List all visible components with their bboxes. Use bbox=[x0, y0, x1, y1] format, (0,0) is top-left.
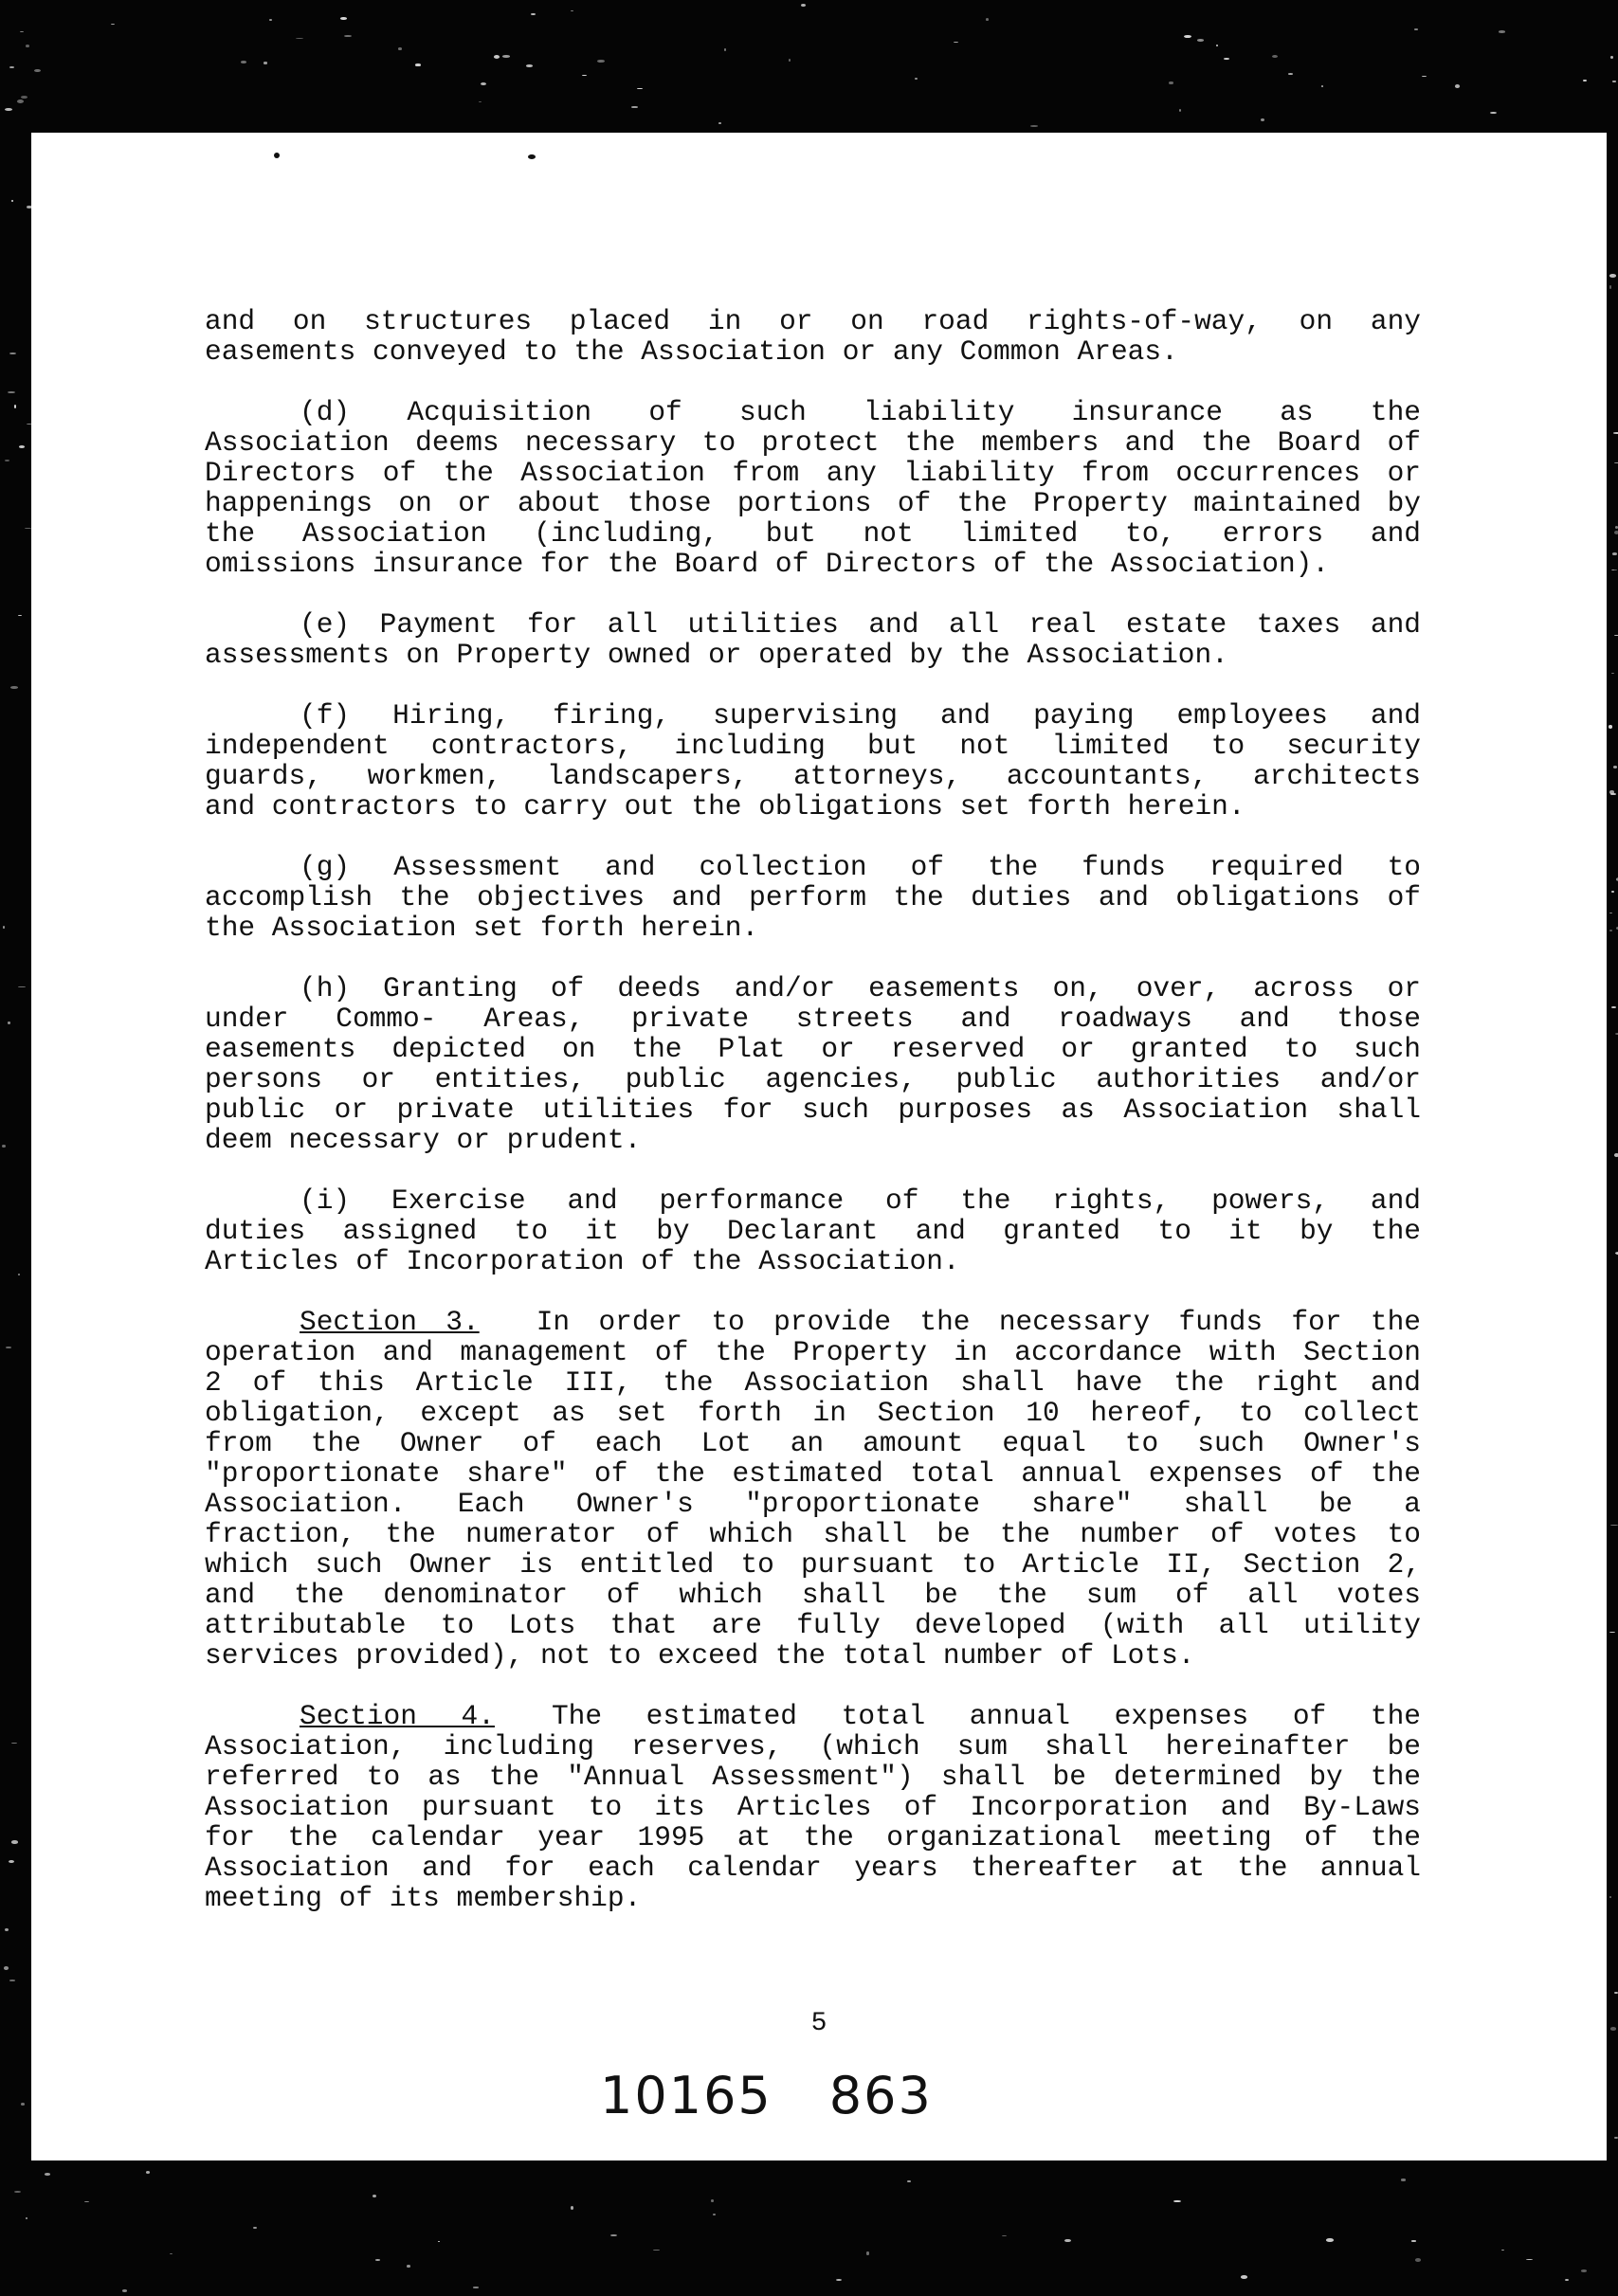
line-text: (h) Granting of deeds and/or easements on, over, across or bbox=[300, 972, 1421, 1004]
scan-speck bbox=[14, 2191, 21, 2193]
scan-speck bbox=[1609, 1632, 1615, 1633]
scan-speck bbox=[528, 154, 536, 159]
text-line bbox=[205, 1640, 1421, 1671]
line-text: persons or entities, public agencies, public authorities and/or bbox=[205, 1063, 1421, 1095]
scan-speck bbox=[571, 10, 573, 11]
scan-speck bbox=[25, 528, 31, 530]
scan-speck bbox=[1422, 76, 1426, 78]
scan-speck bbox=[8, 1021, 10, 1023]
text-line bbox=[205, 882, 1421, 913]
section-heading: Section 4. bbox=[300, 1700, 495, 1732]
scan-speck bbox=[1179, 109, 1181, 112]
text-line bbox=[205, 1428, 1421, 1458]
scan-speck bbox=[14, 405, 16, 408]
text-line bbox=[205, 1883, 1421, 1913]
scan-speck bbox=[111, 24, 115, 25]
line-text: Association. Each Owner's "proportionate share" shall be a bbox=[205, 1488, 1421, 1520]
scan-speck bbox=[1614, 1153, 1618, 1157]
scan-speck bbox=[866, 2251, 869, 2254]
scan-speck bbox=[1414, 28, 1418, 30]
scan-speck bbox=[1288, 73, 1294, 75]
line-text: (d) Acquisition of such liability insurance as the bbox=[300, 396, 1421, 428]
text-line bbox=[205, 458, 1421, 488]
line-text: meeting of its membership. bbox=[205, 1882, 642, 1914]
scan-speck bbox=[479, 101, 482, 102]
text-line bbox=[205, 1367, 1421, 1398]
text-line bbox=[205, 1216, 1421, 1246]
text-line bbox=[205, 731, 1421, 761]
paragraph-item-f bbox=[205, 700, 1421, 822]
scan-speck bbox=[1610, 793, 1616, 796]
scan-speck bbox=[1609, 274, 1616, 277]
line-text: referred to as the "Annual Assessment") shall be determined by the bbox=[205, 1761, 1421, 1793]
line-text: guards, workmen, landscapers, attorneys, accountants, architects bbox=[205, 760, 1421, 792]
line-text: from the Owner of each Lot an amount equal to such Owner's bbox=[205, 1427, 1421, 1459]
line-text: Association, including reserves, (which sum shall hereinafter be bbox=[205, 1730, 1421, 1763]
scan-speck bbox=[438, 2241, 440, 2243]
scan-speck bbox=[637, 88, 643, 90]
text-line bbox=[205, 852, 1421, 882]
scan-speck bbox=[571, 2206, 573, 2210]
line-text: under Commo- Areas, private streets and roadways and those bbox=[205, 1003, 1421, 1035]
text-line bbox=[205, 1064, 1421, 1094]
scan-speck bbox=[1609, 930, 1612, 931]
scan-speck bbox=[1611, 1006, 1616, 1008]
scan-speck bbox=[631, 106, 637, 109]
scan-speck bbox=[9, 1980, 14, 1981]
scan-speck bbox=[1490, 112, 1497, 114]
scan-speck bbox=[1581, 2269, 1587, 2272]
text-line bbox=[205, 1610, 1421, 1640]
scan-speck bbox=[915, 78, 918, 80]
text-line bbox=[205, 1701, 1421, 1731]
scan-speck bbox=[241, 61, 246, 63]
scan-speck bbox=[1611, 673, 1614, 674]
scan-speck bbox=[1609, 1896, 1611, 1898]
scan-speck bbox=[19, 445, 26, 448]
scan-speck bbox=[502, 55, 509, 58]
text-line bbox=[205, 1731, 1421, 1762]
scan-speck bbox=[1173, 2200, 1181, 2202]
scan-speck bbox=[1526, 2259, 1534, 2260]
scan-speck bbox=[264, 62, 267, 63]
scan-speck bbox=[18, 986, 26, 988]
text-line bbox=[205, 1853, 1421, 1883]
recording-stamp bbox=[600, 2066, 990, 2125]
scan-speck bbox=[713, 2214, 716, 2215]
scan-speck bbox=[1326, 2238, 1334, 2242]
text-line bbox=[205, 518, 1421, 549]
text-line bbox=[205, 1762, 1421, 1792]
line-text: for the calendar year 1995 at the organizational meeting of the bbox=[205, 1821, 1421, 1853]
scan-speck bbox=[375, 2259, 380, 2261]
line-text: Association deems necessary to protect the members and the Board of bbox=[205, 426, 1421, 459]
page-number: 5 bbox=[810, 2009, 827, 2038]
text-line bbox=[205, 609, 1421, 640]
scan-speck bbox=[122, 2289, 127, 2292]
scan-speck bbox=[1614, 462, 1618, 463]
scan-speck bbox=[1611, 891, 1614, 893]
scan-speck bbox=[1612, 552, 1617, 555]
scan-speck bbox=[801, 4, 806, 7]
scan-speck bbox=[344, 35, 352, 37]
text-line bbox=[205, 1458, 1421, 1489]
paragraph-item-h bbox=[205, 973, 1421, 1155]
scan-speck bbox=[1499, 30, 1505, 32]
scan-speck bbox=[1030, 125, 1038, 127]
scan-speck bbox=[4, 1966, 9, 1969]
scan-speck bbox=[407, 2265, 410, 2268]
scan-speck bbox=[1197, 39, 1204, 42]
line-text: attributable to Lots that are fully developed (with all utility bbox=[205, 1609, 1421, 1641]
scan-speck bbox=[21, 2103, 25, 2106]
line-text: (i) Exercise and performance of the rights, powers, and bbox=[300, 1184, 1421, 1217]
text-line bbox=[205, 1489, 1421, 1519]
scan-speck bbox=[253, 2227, 257, 2229]
line-text: Articles of Incorporation of the Association. bbox=[205, 1245, 960, 1277]
scan-speck bbox=[1224, 58, 1229, 60]
page-reference: 863 bbox=[828, 2066, 933, 2125]
scan-speck bbox=[1610, 2027, 1616, 2030]
line-text: assessments on Property owned or operated by the Association. bbox=[205, 639, 1228, 671]
text-line bbox=[205, 397, 1421, 427]
paragraph-item-e bbox=[205, 609, 1421, 670]
text-line bbox=[205, 1822, 1421, 1853]
book-number: 10165 bbox=[600, 2066, 773, 2125]
text-line bbox=[205, 700, 1421, 731]
scan-speck bbox=[1614, 531, 1618, 534]
text-line bbox=[205, 973, 1421, 1003]
scan-speck bbox=[269, 19, 272, 21]
scan-speck bbox=[20, 31, 23, 32]
text-line bbox=[205, 1398, 1421, 1428]
line-text: operation and management of the Property in accordance with Section bbox=[205, 1336, 1421, 1368]
line-text: which such Owner is entitled to pursuant to Article II, Section 2, bbox=[205, 1548, 1421, 1581]
scan-speck bbox=[1612, 569, 1617, 570]
scan-speck bbox=[146, 2171, 150, 2174]
line-text: omissions insurance for the Board of Directors of the Association). bbox=[205, 548, 1330, 580]
scan-speck bbox=[986, 18, 990, 21]
line-text: (e) Payment for all utilities and all real estate taxes and bbox=[300, 608, 1421, 641]
text-line bbox=[205, 1549, 1421, 1580]
scan-speck bbox=[653, 2250, 660, 2251]
scan-speck bbox=[9, 66, 14, 68]
text-line bbox=[205, 1094, 1421, 1125]
scan-speck bbox=[1401, 2178, 1406, 2180]
line-text: easements depicted on the Plat or reserved or granted to such bbox=[205, 1033, 1421, 1065]
scan-speck bbox=[340, 17, 346, 20]
text-line bbox=[205, 1003, 1421, 1034]
scan-speck bbox=[11, 1743, 17, 1744]
scan-speck bbox=[1613, 766, 1617, 768]
scan-speck bbox=[481, 82, 486, 85]
line-text: public or private utilities for such purposes as Association shall bbox=[205, 1094, 1421, 1126]
scan-speck bbox=[1501, 2250, 1503, 2251]
scan-speck bbox=[1272, 55, 1278, 58]
text-line bbox=[205, 427, 1421, 458]
scan-speck bbox=[8, 391, 15, 393]
line-text: (g) Assessment and collection of the funds required to bbox=[300, 851, 1421, 883]
scan-speck bbox=[5, 1928, 9, 1931]
scan-speck bbox=[1610, 1525, 1618, 1526]
text-line bbox=[205, 336, 1421, 367]
line-text: the Association set forth herein. bbox=[205, 912, 759, 944]
scan-speck bbox=[5, 108, 12, 112]
scan-speck bbox=[1184, 35, 1191, 38]
line-text: and the denominator of which shall be the sum of all votes bbox=[205, 1579, 1421, 1611]
line-text: "proportionate share" of the estimated total annual expenses of the bbox=[205, 1457, 1421, 1490]
paragraph-continuation bbox=[205, 306, 1421, 367]
scan-speck bbox=[1241, 2275, 1248, 2279]
text-line bbox=[205, 1034, 1421, 1064]
scan-speck bbox=[526, 64, 533, 67]
text-line bbox=[205, 1519, 1421, 1549]
scan-speck bbox=[531, 13, 535, 15]
scan-speck bbox=[9, 1860, 15, 1864]
line-text: 2 of this Article III, the Association shall have the right and bbox=[205, 1366, 1421, 1399]
scan-speck bbox=[10, 686, 18, 689]
scan-speck bbox=[45, 2173, 50, 2175]
text-line bbox=[205, 1337, 1421, 1367]
scan-speck bbox=[1614, 635, 1618, 636]
line-text: services provided), not to exceed the total number of Lots. bbox=[205, 1639, 1195, 1672]
scan-speck bbox=[296, 38, 303, 39]
text-line bbox=[205, 913, 1421, 943]
paragraph-section-4 bbox=[205, 1701, 1421, 1913]
line-text: deem necessary or prudent. bbox=[205, 1124, 642, 1156]
scan-speck bbox=[1614, 1992, 1618, 1994]
line-text: duties assigned to it by Declarant and granted to it by the bbox=[205, 1215, 1421, 1247]
scan-speck bbox=[26, 2217, 27, 2219]
paragraph-section-3 bbox=[205, 1307, 1421, 1671]
text-line bbox=[205, 549, 1421, 579]
scan-speck bbox=[398, 47, 402, 50]
scan-speck bbox=[1216, 45, 1218, 46]
line-text: Directors of the Association from any liability from occurrences or bbox=[205, 457, 1421, 489]
scan-speck bbox=[1415, 2258, 1421, 2262]
scan-speck bbox=[11, 1840, 18, 1843]
scan-speck bbox=[1609, 725, 1612, 728]
line-text: and contractors to carry out the obligations set forth herein. bbox=[205, 790, 1245, 823]
line-text: Association and for each calendar years thereafter at the annual bbox=[205, 1852, 1421, 1884]
text-line bbox=[205, 761, 1421, 791]
scan-speck bbox=[9, 353, 16, 354]
scan-speck bbox=[724, 48, 727, 51]
scan-speck bbox=[1614, 2137, 1617, 2139]
scan-speck bbox=[1609, 285, 1611, 288]
scan-speck bbox=[582, 75, 587, 76]
paragraph-item-i bbox=[205, 1185, 1421, 1276]
line-text: accomplish the objectives and perform the duties and obligations of bbox=[205, 881, 1421, 913]
scan-speck bbox=[26, 45, 29, 47]
line-text: and on structures placed in or on road rights-of-way, on any bbox=[205, 305, 1421, 337]
scan-speck bbox=[1613, 432, 1618, 434]
text-line bbox=[205, 791, 1421, 822]
line-text: independent contractors, including but not limited to security bbox=[205, 730, 1421, 762]
line-text: easements conveyed to the Association or any Common Areas. bbox=[205, 335, 1178, 368]
scan-speck bbox=[2, 1145, 5, 1148]
scan-speck bbox=[6, 1347, 11, 1348]
line-text: The estimated total annual expenses of the bbox=[551, 1700, 1421, 1732]
paragraph-item-d bbox=[205, 397, 1421, 579]
scan-speck bbox=[11, 200, 14, 202]
scan-speck bbox=[415, 63, 420, 66]
scan-speck bbox=[494, 55, 500, 59]
scan-speck bbox=[1583, 80, 1586, 81]
scan-speck bbox=[954, 42, 958, 43]
scan-speck bbox=[1565, 2279, 1569, 2281]
scan-speck bbox=[1064, 2239, 1071, 2243]
scan-speck bbox=[836, 2279, 842, 2281]
scan-speck bbox=[1002, 2235, 1007, 2237]
section-heading: Section 3. bbox=[300, 1306, 480, 1338]
scan-speck bbox=[1169, 81, 1173, 85]
text-line bbox=[205, 1185, 1421, 1216]
scan-speck bbox=[373, 2195, 377, 2198]
text-line bbox=[205, 1792, 1421, 1822]
scan-speck bbox=[18, 1274, 20, 1275]
scan-speck bbox=[1455, 84, 1460, 88]
scan-speck bbox=[274, 153, 280, 158]
scan-speck bbox=[1321, 85, 1323, 87]
text-line bbox=[205, 488, 1421, 518]
scan-speck bbox=[711, 2199, 714, 2202]
line-text: fraction, the numerator of which shall be the number of votes to bbox=[205, 1518, 1421, 1550]
line-text: Association pursuant to its Articles of Incorporation and By-Laws bbox=[205, 1791, 1421, 1823]
paragraph-item-g bbox=[205, 852, 1421, 943]
document-page bbox=[31, 133, 1607, 2160]
scan-speck bbox=[84, 2201, 89, 2202]
line-text: In order to provide the necessary funds for the bbox=[536, 1306, 1421, 1338]
scan-speck bbox=[718, 122, 721, 124]
text-line bbox=[205, 306, 1421, 336]
line-text: the Association (including, but not limited to, errors and bbox=[205, 517, 1421, 550]
scan-speck bbox=[597, 60, 605, 63]
text-line bbox=[205, 1307, 1421, 1337]
scan-speck bbox=[1612, 81, 1616, 82]
line-text: obligation, except as set forth in Section 10 hereof, to collect bbox=[205, 1397, 1421, 1429]
scan-speck bbox=[34, 69, 41, 73]
text-line bbox=[205, 1246, 1421, 1276]
scan-speck bbox=[1261, 118, 1264, 121]
scan-speck bbox=[18, 615, 22, 616]
scan-speck bbox=[907, 2180, 910, 2182]
scan-speck bbox=[5, 460, 9, 461]
line-text: (f) Hiring, firing, supervising and paying employees and bbox=[300, 699, 1421, 732]
text-line bbox=[205, 1580, 1421, 1610]
scan-speck bbox=[17, 99, 24, 103]
scan-speck bbox=[170, 2253, 173, 2254]
text-line bbox=[205, 640, 1421, 670]
body-text bbox=[205, 306, 1421, 1943]
text-line bbox=[205, 1125, 1421, 1155]
scan-speck bbox=[3, 926, 6, 928]
scan-speck bbox=[1610, 56, 1613, 59]
line-text: happenings on or about those portions of the Property maintained by bbox=[205, 487, 1421, 519]
scan-speck bbox=[610, 2234, 617, 2237]
scan-speck bbox=[1411, 2240, 1416, 2241]
scan-speck bbox=[789, 59, 791, 62]
scan-speck bbox=[21, 96, 27, 99]
